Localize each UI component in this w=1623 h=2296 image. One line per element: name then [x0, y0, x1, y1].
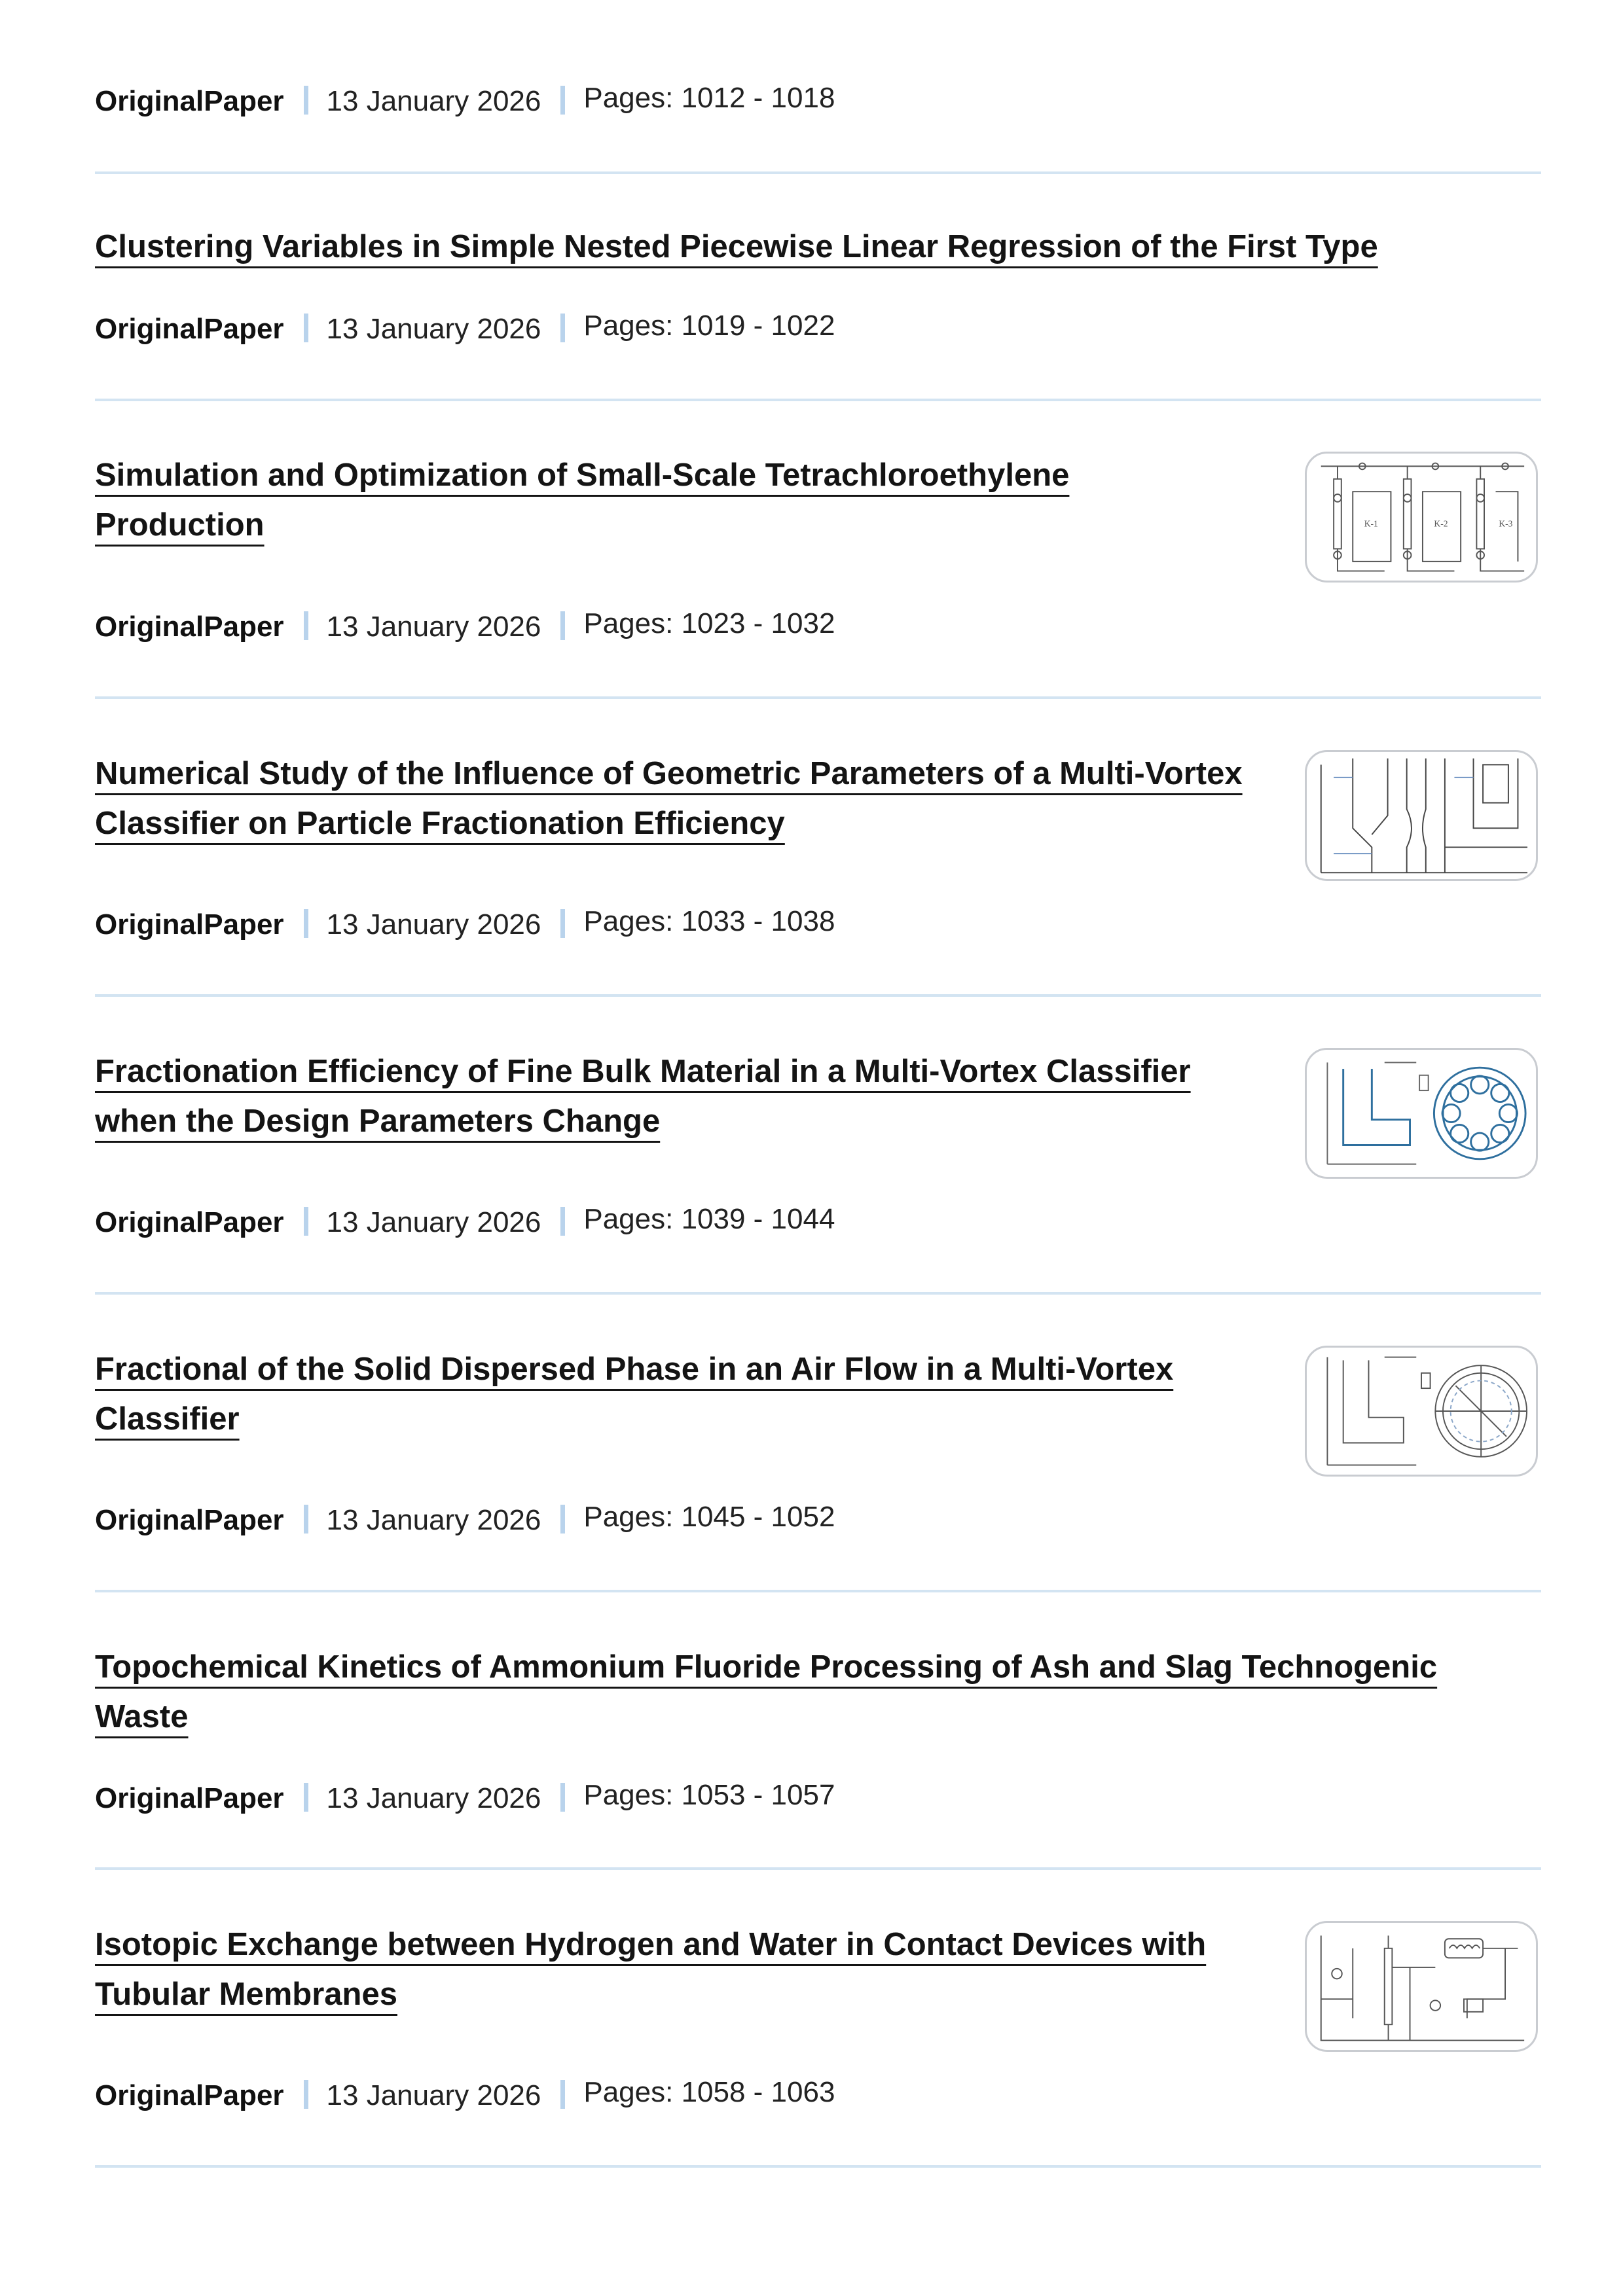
article-title-link[interactable]: Simulation and Optimization of Small-Scale Tetrachloroethylene Production [95, 457, 1070, 543]
classifier-geometry-drawing [1307, 752, 1536, 879]
article-meta [95, 81, 835, 121]
meta-separator [304, 1207, 308, 1236]
meta-separator [560, 611, 565, 640]
article-date: 13 January 2026 [326, 1782, 541, 1815]
article-pages: Pages: 1039 - 1044 [583, 1203, 835, 1236]
divider [95, 696, 1541, 699]
divider [95, 1867, 1541, 1870]
article-pages: Pages: 1058 - 1063 [583, 2076, 835, 2109]
article-pages: Pages: 1045 - 1052 [583, 1501, 835, 1534]
article-pages: Pages: 1019 - 1022 [583, 310, 835, 342]
article-meta [95, 606, 835, 647]
article-meta [95, 1778, 835, 1818]
svg-text:K-1: K-1 [1364, 518, 1378, 529]
article-title [95, 450, 1208, 550]
meta-separator [304, 314, 308, 342]
article-type: OriginalPaper [95, 908, 284, 941]
meta-separator [304, 1783, 308, 1812]
meta-separator [304, 909, 308, 938]
article-meta [95, 1202, 835, 1242]
divider [95, 1590, 1541, 1592]
meta-separator [560, 1505, 565, 1534]
article-meta [95, 904, 835, 944]
article-date: 13 January 2026 [326, 611, 541, 643]
meta-separator [560, 86, 565, 115]
article-meta [95, 1499, 835, 1540]
meta-separator [560, 314, 565, 342]
article-title-link[interactable]: Clustering Variables in Simple Nested Piecewise Linear Regression of the First Type [95, 229, 1378, 264]
article-pages: Pages: 1023 - 1032 [583, 607, 835, 640]
article-type: OriginalPaper [95, 313, 284, 346]
meta-separator [560, 1783, 565, 1812]
article-meta [95, 308, 835, 349]
divider [95, 2165, 1541, 2168]
classifier-section-drawing [1307, 1050, 1536, 1177]
article-title [95, 222, 1522, 272]
meta-separator [304, 611, 308, 640]
meta-separator [304, 2080, 308, 2109]
article-pages: Pages: 1012 - 1018 [583, 82, 835, 115]
apparatus-schematic [1307, 1923, 1536, 2050]
article-date: 13 January 2026 [326, 85, 541, 118]
article-thumbnail[interactable] [1305, 452, 1538, 583]
meta-separator [560, 1207, 565, 1236]
article-title [95, 1344, 1267, 1444]
article-title-link[interactable]: Isotopic Exchange between Hydrogen and Water in Contact Devices with Tubular Membranes [95, 1927, 1207, 2012]
article-thumbnail[interactable] [1305, 750, 1538, 881]
process-flow-diagram [1307, 454, 1536, 581]
meta-separator [304, 1505, 308, 1534]
article-pages: Pages: 1033 - 1038 [583, 905, 835, 938]
classifier-section-drawing [1307, 1348, 1536, 1475]
article-pages: Pages: 1053 - 1057 [583, 1779, 835, 1812]
article-type: OriginalPaper [95, 2079, 284, 2112]
article-type: OriginalPaper [95, 1504, 284, 1537]
article-type: OriginalPaper [95, 611, 284, 643]
article-type: OriginalPaper [95, 1206, 284, 1239]
divider [95, 171, 1541, 174]
article-date: 13 January 2026 [326, 313, 541, 346]
article-thumbnail[interactable] [1305, 1921, 1538, 2052]
article-date: 13 January 2026 [326, 1206, 541, 1239]
article-title [95, 1047, 1273, 1146]
article-meta [95, 2075, 835, 2115]
article-title-link[interactable]: Fractionation Efficiency of Fine Bulk Material in a Multi-Vortex Classifier when the Design Parameters Change [95, 1054, 1191, 1139]
divider [95, 1292, 1541, 1295]
article-type: OriginalPaper [95, 85, 284, 118]
article-title-link[interactable]: Numerical Study of the Influence of Geometric Parameters of a Multi-Vortex Classifier on Particle Fractionation Efficiency [95, 756, 1243, 841]
article-title [95, 1642, 1535, 1742]
meta-separator [560, 909, 565, 938]
article-thumbnail[interactable] [1305, 1048, 1538, 1179]
svg-text:K-2: K-2 [1434, 518, 1448, 529]
divider [95, 399, 1541, 401]
meta-separator [304, 86, 308, 115]
divider [95, 994, 1541, 997]
meta-separator [560, 2080, 565, 2109]
svg-text:K-3: K-3 [1499, 518, 1513, 529]
article-date: 13 January 2026 [326, 908, 541, 941]
article-title [95, 749, 1280, 848]
article-title-link[interactable]: Fractional of the Solid Dispersed Phase in an Air Flow in a Multi-Vortex Classifier [95, 1352, 1174, 1437]
article-date: 13 January 2026 [326, 2079, 541, 2112]
article-thumbnail[interactable] [1305, 1346, 1538, 1477]
article-date: 13 January 2026 [326, 1504, 541, 1537]
article-title [95, 1920, 1293, 2019]
article-title-link[interactable]: Topochemical Kinetics of Ammonium Fluoride Processing of Ash and Slag Technogenic Waste [95, 1649, 1438, 1734]
article-type: OriginalPaper [95, 1782, 284, 1815]
